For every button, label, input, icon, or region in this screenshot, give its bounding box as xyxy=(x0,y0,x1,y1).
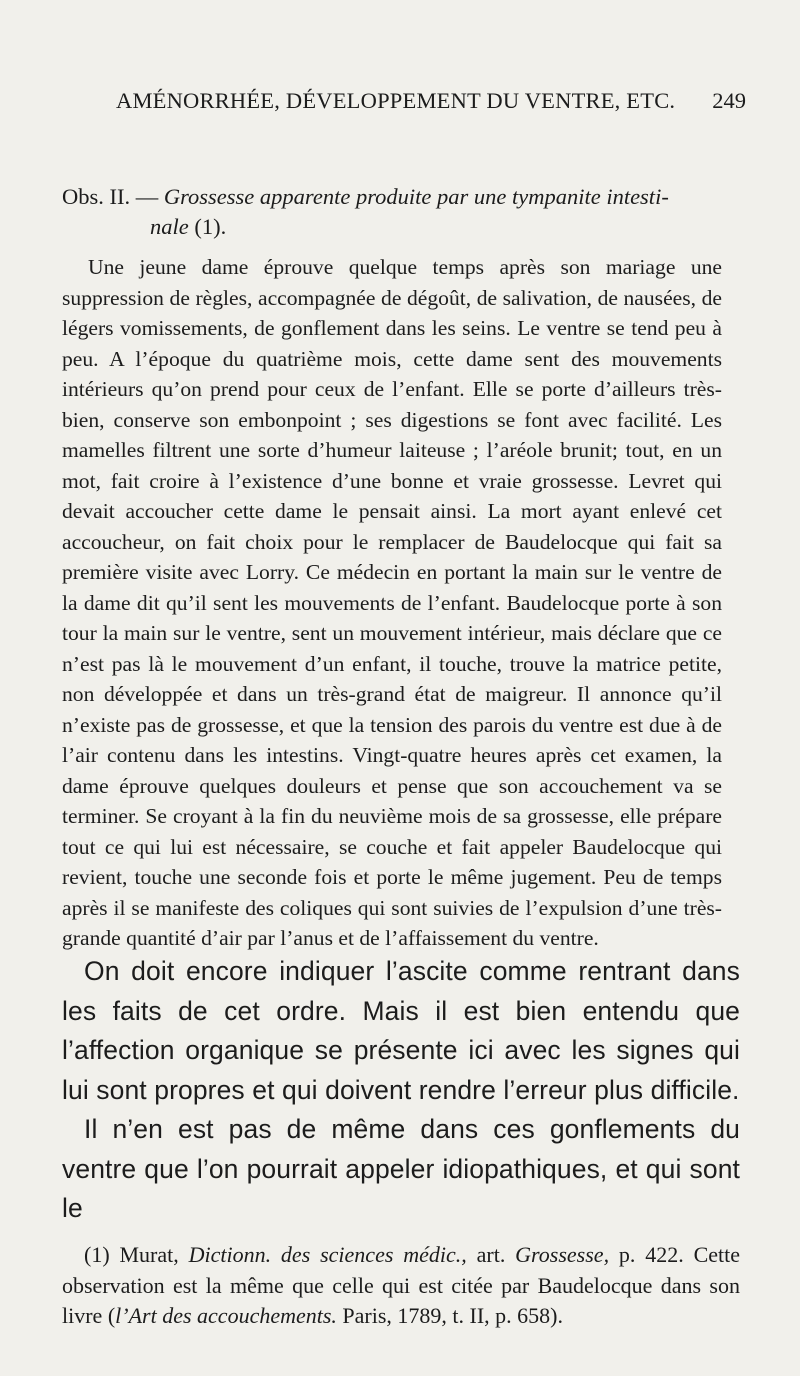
page-number: 249 xyxy=(712,88,746,113)
footnote-art: art. xyxy=(476,1242,506,1267)
footnote-page: p. 422. xyxy=(618,1242,684,1267)
running-head xyxy=(116,88,746,122)
footnote-article: Grossesse, xyxy=(515,1242,610,1267)
observation-label: Obs. II. — xyxy=(62,184,159,209)
footnote-work: Dictionn. des sciences médic., xyxy=(188,1242,467,1267)
footnote-book: l’Art des accouchements. xyxy=(115,1303,337,1328)
footnote-line2-end: Paris, 1789, t. II, p. 658). xyxy=(342,1303,564,1328)
footnote-line2-start: Cette observation est la même que celle qui est citée par Baudelocque dans son livre ( xyxy=(62,1242,741,1328)
footnote xyxy=(62,1240,740,1332)
paragraph-gonflements: Il n’en est pas de même dans ces gonflements du ventre que l’on pourrait appeler idiopathiques, et qui sont le xyxy=(62,1114,740,1223)
observation-title-end: nale xyxy=(150,214,189,239)
footnote-author: Murat, xyxy=(119,1242,179,1267)
running-title: AMÉNORRHÉE, DÉVELOPPEMENT DU VENTRE, ETC. xyxy=(116,88,676,113)
footnote-number: (1) xyxy=(84,1242,110,1267)
main-text xyxy=(62,952,740,1229)
observation-title-continued xyxy=(62,212,722,242)
paragraph-ascite: On doit encore indiquer l’ascite comme rentrant dans les faits de cet ordre. Mais il est bien entendu que l’affection organique se présente ici avec les signes qui lui sont propres et qui doivent rendre l’erreur plus difficile. xyxy=(62,956,740,1105)
footnote-text xyxy=(62,1240,740,1332)
footnote-reference: (1). xyxy=(194,214,227,239)
observation-heading xyxy=(62,182,722,242)
observation-body: Une jeune dame éprouve quelque temps après son mariage une suppression de règles, accompagnée de dégoût, de salivation, de nausées, de légers vomissements, de gonflement dans les seins. Le ventre se tend peu à peu. A l’époque du quatrième mois, cette dame sent des mouvements intérieurs qu’on prend pour ceux de l’enfant. Elle se porte d’ailleurs très-bien, conserve son embonpoint ; ses digestions se font avec facilité. Les mamelles filtrent une sorte d’humeur laiteuse ; l’aréole brunit; tout, en un mot, fait croire à l’existence d’une bonne et vraie grossesse. Levret qui devait accoucher cette dame le pensait ainsi. La mort ayant enlevé cet accoucheur, on fait choix pour le remplacer de Baudelocque qui fait sa première visite avec Lorry. Ce médecin en portant la main sur le ventre de la dame dit qu’il sent les mouvements de l’enfant. Baudelocque porte à son tour la main sur le ventre, sent un mouvement intérieur, mais déclare que ce n’est pas là le mouvement d’un enfant, il touche, trouve la matrice petite, non développée et dans un très-grand état de maigreur. Il annonce qu’il n’existe pas de grossesse, et que la tension des parois du ventre est due à de l’air contenu dans les intestins. Vingt-quatre heures après cet examen, la dame éprouve quelques douleurs et pense que son accouchement va se terminer. Se croyant à la fin du neuvième mois de sa grossesse, elle prépare tout ce qui lui est nécessaire, se couche et fait appeler Baudelocque qui revient, touche une seconde fois et porte le même jugement. Peu de temps après il se manifeste des coliques qui sont suivies de l’expulsion d’une très-grande quantité d’air par l’anus et de l’affaissement du ventre. xyxy=(62,255,722,950)
observation-block xyxy=(62,182,722,954)
observation-title: Grossesse apparente produite par une tympanite intesti- xyxy=(163,184,669,209)
